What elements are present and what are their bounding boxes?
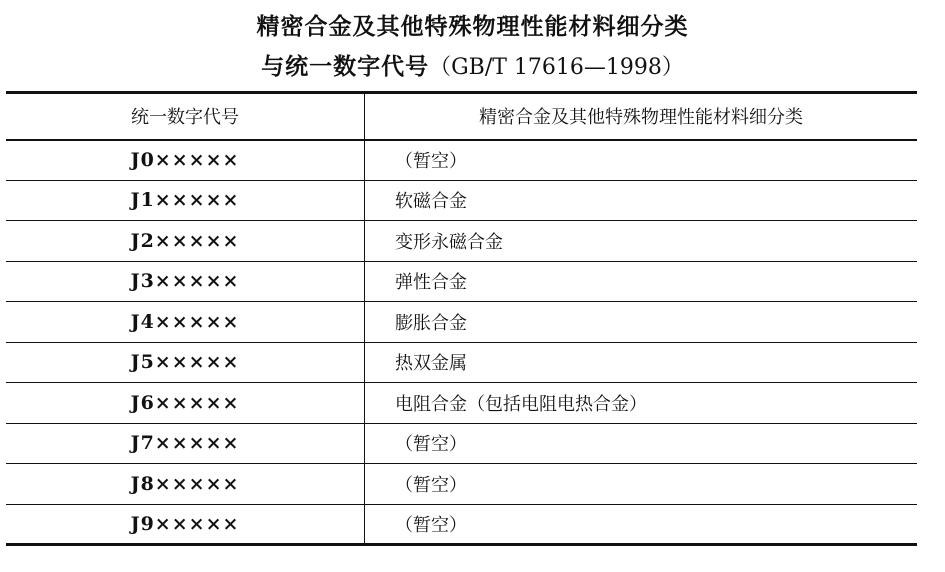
category-cell: 热双金属 — [395, 353, 467, 375]
category-cell: 弹性合金 — [395, 272, 467, 294]
title-text: 与统一数字代号 — [261, 54, 430, 80]
table-row — [6, 383, 917, 424]
code-cell: J9××××× — [6, 504, 365, 545]
code-cell: J4××××× — [6, 302, 365, 343]
code-cell: J2××××× — [6, 221, 365, 262]
standard-reference: （GB/T 17616—1998） — [429, 55, 684, 80]
code-cell: J3××××× — [6, 261, 365, 302]
table-row — [6, 342, 917, 383]
column-header-category: 精密合金及其他特殊物理性能材料细分类 — [479, 107, 803, 129]
category-cell: 变形永磁合金 — [395, 231, 503, 253]
table-row — [6, 180, 917, 221]
table-row — [6, 302, 917, 343]
code-cell: J5××××× — [6, 342, 365, 383]
code-cell: J8××××× — [6, 464, 365, 505]
code-cell: J7××××× — [6, 423, 365, 464]
table-row — [6, 221, 917, 262]
category-cell: 软磁合金 — [395, 191, 467, 213]
code-cell: J1××××× — [6, 180, 365, 221]
table-title-line-1: 精密合金及其他特殊物理性能材料细分类 — [256, 14, 689, 40]
category-cell: （暂空） — [395, 434, 467, 456]
table-row — [6, 423, 917, 464]
column-header-code: 统一数字代号 — [6, 93, 365, 140]
classification-table — [6, 91, 917, 546]
table-row — [6, 504, 917, 545]
code-cell: J0××××× — [6, 140, 365, 181]
table-header-row — [6, 93, 917, 140]
table-row — [6, 464, 917, 505]
table-title-line-2 — [0, 48, 945, 81]
table-row — [6, 261, 917, 302]
category-cell: （暂空） — [395, 151, 467, 172]
category-cell: 膨胀合金 — [395, 312, 467, 334]
category-cell: 电阻合金（包括电阻电热合金） — [395, 393, 647, 415]
code-cell: J6××××× — [6, 383, 365, 424]
category-cell: （暂空） — [395, 514, 467, 536]
category-cell: （暂空） — [395, 474, 467, 496]
table-row — [6, 140, 917, 181]
